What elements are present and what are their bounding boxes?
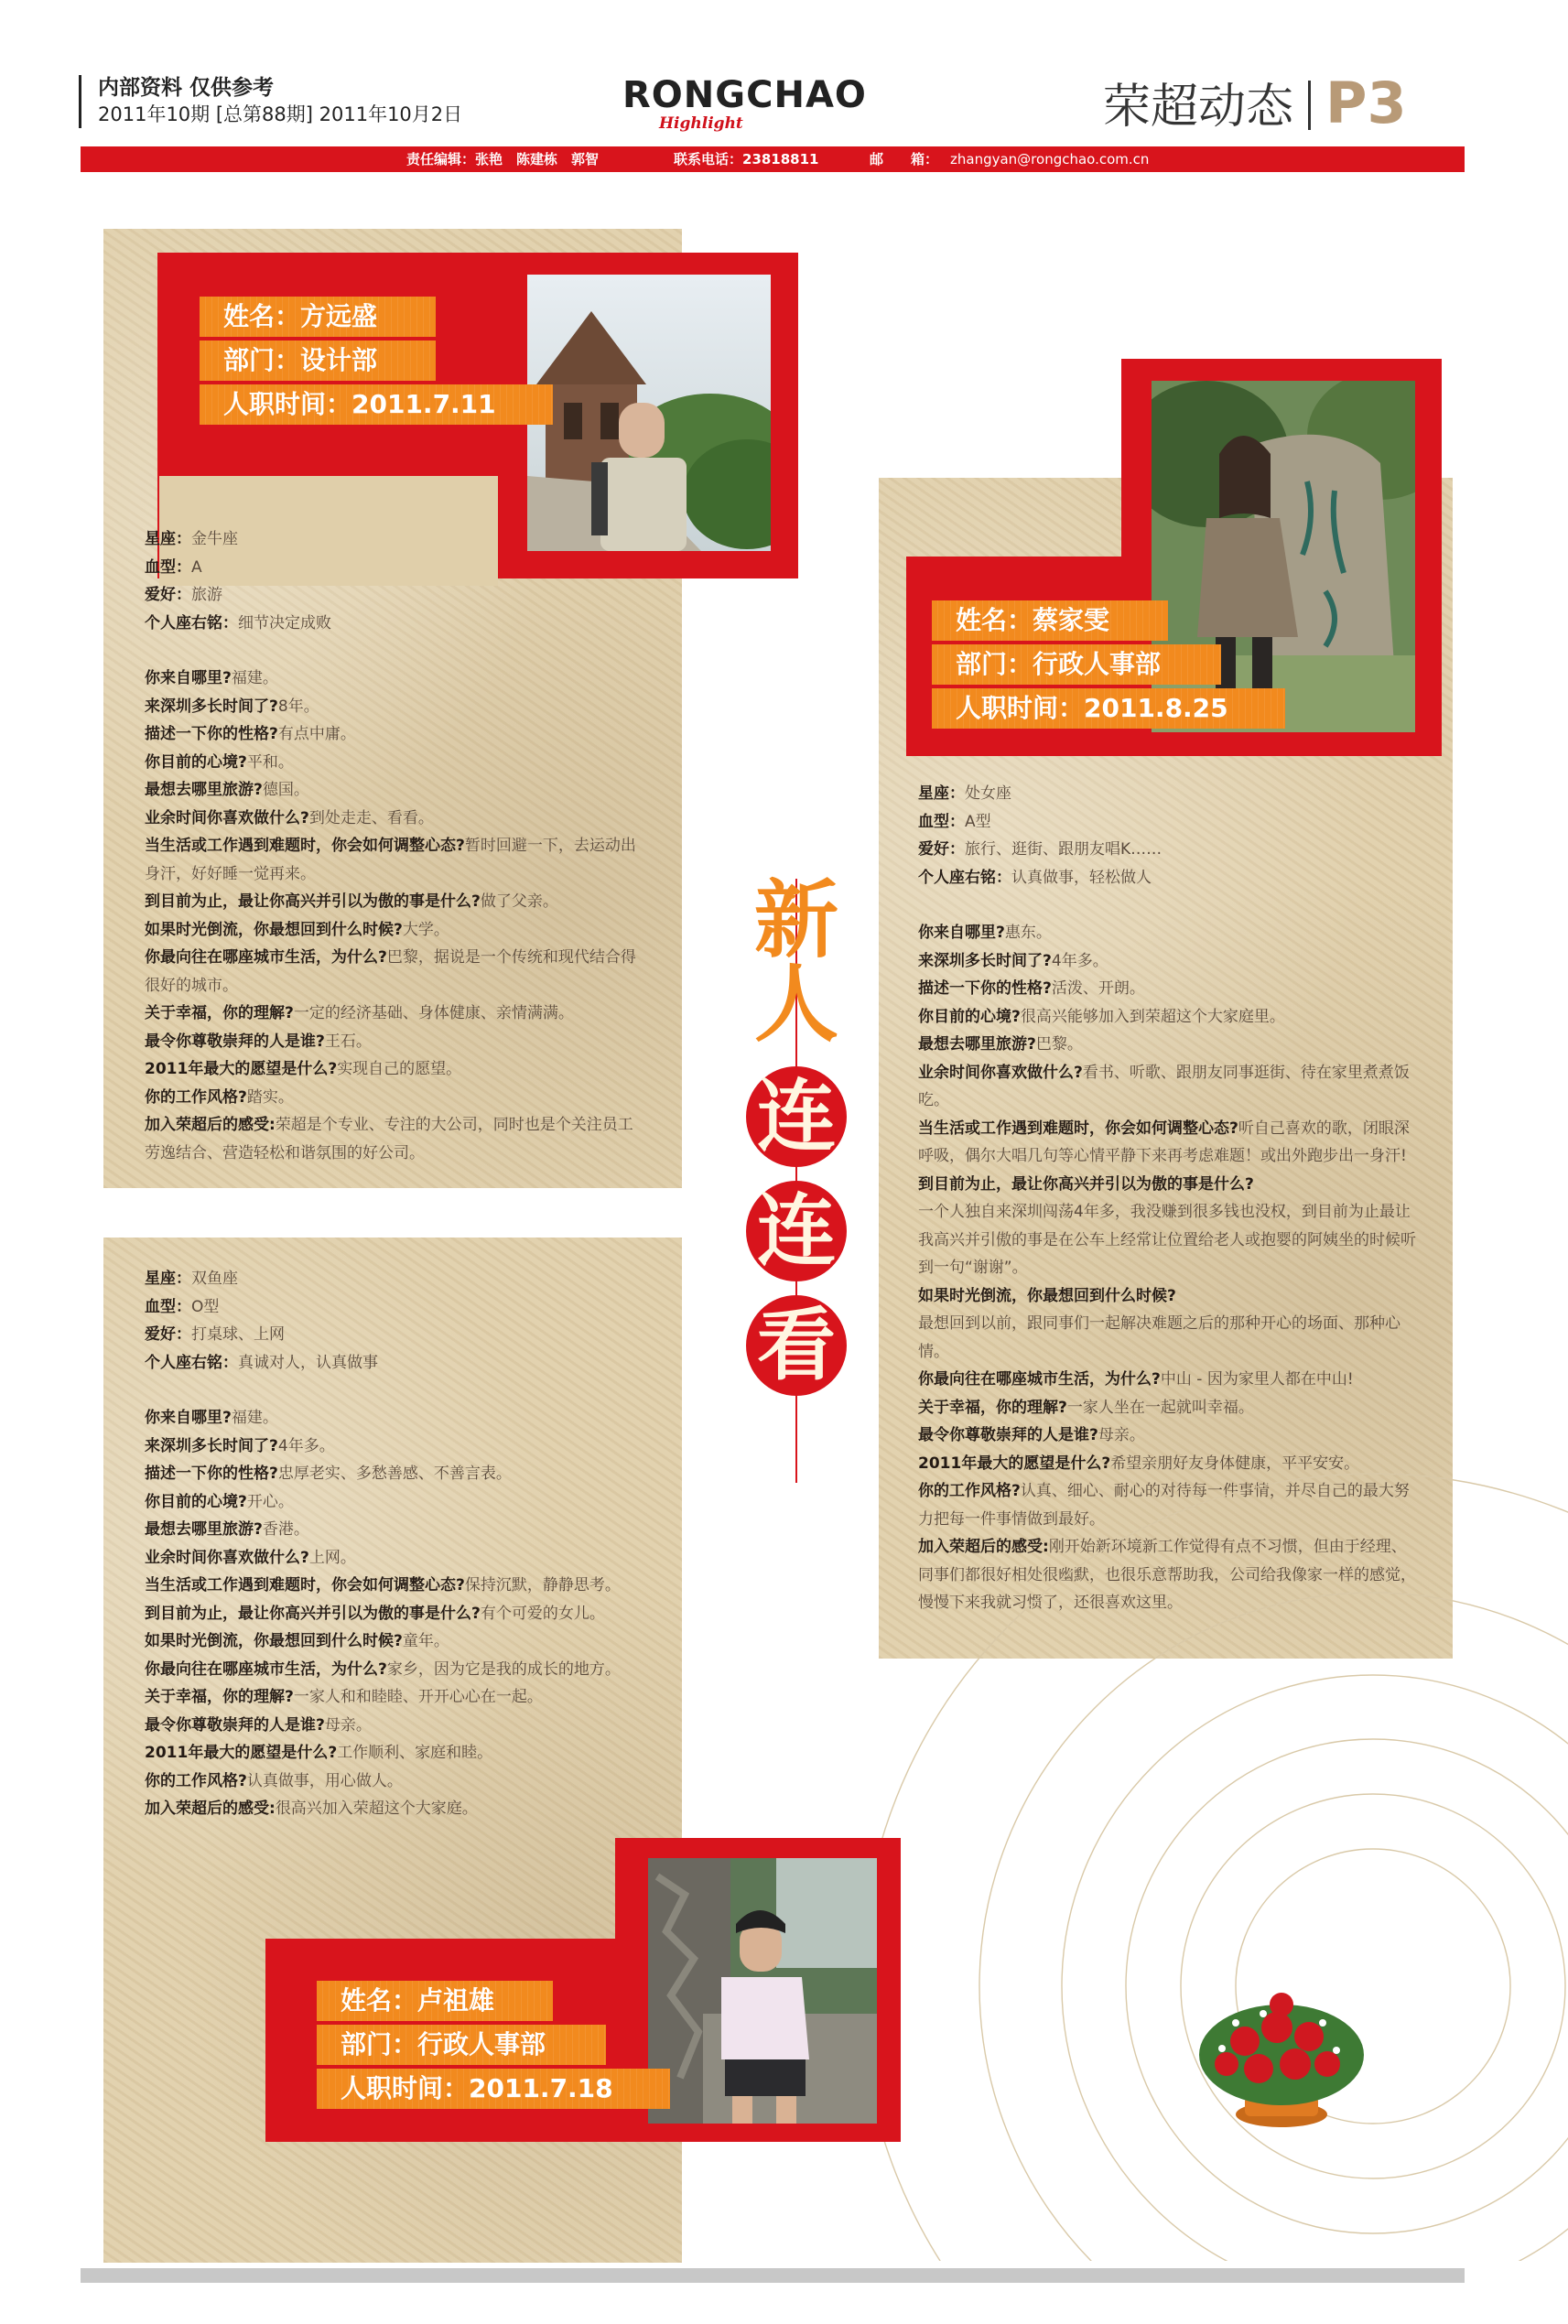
qa-row: 你最向往在哪座城市生活，为什么?巴黎，据说是一个传统和现代结合得很好的城市。 <box>145 948 636 995</box>
qa-row: 当生活或工作遇到难题时，你会如何调整心态?保持沉默，静静思考。 <box>145 1576 621 1594</box>
profile-photo-3 <box>648 1858 877 2124</box>
qa-row: 2011年最大的愿望是什么?希望亲朋好友身体健康，平平安安。 <box>918 1454 1360 1473</box>
date-tag-3: 人职时间：2011.7.18 <box>317 2069 670 2109</box>
brand-subtitle: Highlight <box>659 114 743 133</box>
basic-row: 爱好：旅行、逛街、跟朋友唱K…… <box>918 840 1162 859</box>
issue-date: 2011年10期 [总第88期] 2011年10月2日 <box>98 103 463 125</box>
footer-bar <box>81 2268 1465 2283</box>
qa-row: 你目前的心境?平和。 <box>145 752 294 772</box>
qa-row: 到目前为止，最让你高兴并引以为傲的事是什么?做了父亲。 <box>145 892 558 911</box>
qa-row: 如果时光倒流，你最想回到什么时候?大学。 <box>145 920 449 939</box>
qa-row: 你的工作风格?认真、细心、耐心的对待每一件事情，并尽自己的最大努力把每一件事情做到最好。 <box>918 1482 1410 1529</box>
title-char-2: 人 <box>753 956 838 1054</box>
qa-row: 最想去哪里旅游?香港。 <box>145 1520 309 1539</box>
qa-row: 关于幸福，你的理解?一定的经济基础、身体健康、亲情满满。 <box>145 1004 574 1022</box>
section-heading <box>1103 71 1407 139</box>
basic-row: 星座：处女座 <box>918 784 1011 803</box>
basic-row: 星座：双鱼座 <box>145 1270 238 1288</box>
profile-text-3 <box>145 1265 639 1823</box>
qa-row: 你来自哪里?福建。 <box>145 1409 278 1427</box>
qa-row: 2011年最大的愿望是什么?实现自己的愿望。 <box>145 1060 462 1078</box>
qa-row: 到目前为止，最让你高兴并引以为傲的事是什么? 一个人独自来深圳闯荡4年多，我没赚到很多钱也没权，到目前为止最让我高兴并引傲的事是在公车上经常让位置给老人或抱婴的阿姨坐的时候听到一句“谢谢”。 <box>918 1174 1416 1277</box>
qa-row: 你的工作风格?认真做事，用心做人。 <box>145 1771 403 1790</box>
page-number: P3 <box>1325 70 1407 136</box>
qa-row: 业余时间你喜欢做什么?看书、听歌、跟朋友同事逛街、待在家里煮煮饭吃。 <box>918 1063 1410 1109</box>
qa-row: 你来自哪里?福建。 <box>145 669 278 687</box>
title-char-5: 看 <box>746 1295 847 1396</box>
qa-row: 业余时间你喜欢做什么?到处走走、看看。 <box>145 808 434 827</box>
qa-row: 描述一下你的性格?有点中庸。 <box>145 725 356 743</box>
profile-text-1 <box>145 525 639 1167</box>
title-char-1: 新 <box>753 871 838 969</box>
phone: 联系电话：23818811 <box>674 151 819 168</box>
qa-row: 来深圳多长时间了?4年多。 <box>145 1436 335 1455</box>
qa-row: 你目前的心境?很高兴能够加入到荣超这个大家庭里。 <box>918 1007 1285 1026</box>
brand-logo <box>622 75 915 132</box>
internal-note: 内部资料 仅供参考 <box>98 76 275 100</box>
masthead-info <box>79 75 462 128</box>
qa-row: 业余时间你喜欢做什么?上网。 <box>145 1548 356 1567</box>
qa-row: 关于幸福，你的理解?一家人坐在一起就叫幸福。 <box>918 1398 1254 1417</box>
basic-row: 血型：A <box>145 557 202 577</box>
name-tag-1: 姓名：方远盛 <box>200 297 436 337</box>
profile-photo-1 <box>527 275 771 551</box>
basic-row: 个人座右铭：真诚对人，认真做事 <box>145 1353 378 1372</box>
basic-row: 血型：A型 <box>918 812 991 831</box>
qa-row: 来深圳多长时间了?8年。 <box>145 697 319 716</box>
basic-row: 爱好：打桌球、上网 <box>145 1325 285 1344</box>
qa-row: 加入荣超后的感受:荣超是个专业、专注的大公司，同时也是个关注员工劳逸结合、营造轻松和谐氛围的好公司。 <box>145 1116 633 1162</box>
name-tag-2: 姓名：蔡家雯 <box>932 600 1168 641</box>
basic-row: 血型：O型 <box>145 1297 220 1316</box>
section-banner-title <box>732 871 860 1483</box>
qa-row: 你的工作风格?踏实。 <box>145 1087 294 1107</box>
qa-row: 你目前的心境?开心。 <box>145 1492 294 1511</box>
qa-row: 加入荣超后的感受:刚开始新环境新工作觉得有点不习惯，但由于经理、同事们都很好相处很幽默，也很乐意帮助我，公司给我像家一样的感觉，慢慢下来我就习惯了，还很喜欢这里。 <box>918 1538 1416 1612</box>
email: zhangyan@rongchao.com.cn <box>950 151 1150 168</box>
date-tag-1: 人职时间：2011.7.11 <box>200 384 553 425</box>
title-char-3: 连 <box>746 1066 847 1167</box>
basic-row: 爱好：旅游 <box>145 586 222 604</box>
qa-row: 你最向往在哪座城市生活，为什么?中山 - 因为家里人都在中山! <box>918 1370 1354 1389</box>
email-label: 邮 箱： <box>870 151 939 168</box>
qa-row: 如果时光倒流，你最想回到什么时候?童年。 <box>145 1632 449 1650</box>
dept-tag-1: 部门：设计部 <box>200 340 436 381</box>
basic-row: 个人座右铭：认真做事，轻松做人 <box>918 868 1152 887</box>
qa-row: 2011年最大的愿望是什么?工作顺利、家庭和睦。 <box>145 1744 493 1762</box>
qa-row: 最想去哪里旅游?巴黎。 <box>918 1035 1083 1054</box>
qa-row: 到目前为止，最让你高兴并引以为傲的事是什么?有个可爱的女儿。 <box>145 1604 605 1623</box>
dept-tag-3: 部门：行政人事部 <box>317 2025 606 2065</box>
qa-row: 描述一下你的性格?忠厚老实、多愁善感、不善言表。 <box>145 1465 512 1483</box>
title-char-4: 连 <box>746 1181 847 1281</box>
rose-bouquet-icon <box>1190 1968 1373 2133</box>
qa-row: 如果时光倒流，你最想回到什么时候? 最想回到以前，跟同事们一起解决难题之后的那种开心的场面、那种心情。 <box>918 1286 1400 1361</box>
editors: 责任编辑：张艳 陈建栋 郭智 <box>406 151 600 168</box>
qa-row: 当生活或工作遇到难题时，你会如何调整心态?暂时回避一下，去运动出身汗，好好睡一觉再来。 <box>145 837 636 883</box>
qa-row: 当生活或工作遇到难题时，你会如何调整心态?听自己喜欢的歌，闭眼深呼吸，偶尔大唱几句等心情平静下来再考虑难题！或出外跑步出一身汗! <box>918 1119 1410 1165</box>
section-divider <box>1308 81 1311 130</box>
basic-row: 星座：金牛座 <box>145 530 238 548</box>
brand-name: RONGCHAO <box>622 74 867 116</box>
qa-row: 加入荣超后的感受:很高兴加入荣超这个大家庭。 <box>145 1800 478 1818</box>
qa-row: 最令你尊敬崇拜的人是谁?王石。 <box>145 1032 372 1051</box>
basic-row: 个人座右铭：细节决定成败 <box>145 613 331 632</box>
qa-row: 来深圳多长时间了?4年多。 <box>918 951 1108 970</box>
qa-row: 你来自哪里?惠东。 <box>918 924 1052 942</box>
qa-row: 你最向往在哪座城市生活，为什么?家乡，因为它是我的成长的地方。 <box>145 1659 621 1679</box>
qa-row: 最令你尊敬崇拜的人是谁?母亲。 <box>145 1715 372 1735</box>
qa-row: 最想去哪里旅游?德国。 <box>145 781 309 799</box>
editor-bar <box>81 146 1465 172</box>
qa-row: 描述一下你的性格?活泼、开朗。 <box>918 979 1145 998</box>
dept-tag-2: 部门：行政人事部 <box>932 644 1221 685</box>
section-title: 荣超动态 <box>1103 80 1294 135</box>
name-tag-3: 姓名：卢祖雄 <box>317 1981 553 2021</box>
date-tag-2: 人职时间：2011.8.25 <box>932 688 1285 729</box>
qa-row: 关于幸福，你的理解?一家人和和睦睦、开开心心在一起。 <box>145 1688 543 1706</box>
qa-row: 最令你尊敬崇拜的人是谁?母亲。 <box>918 1426 1145 1444</box>
